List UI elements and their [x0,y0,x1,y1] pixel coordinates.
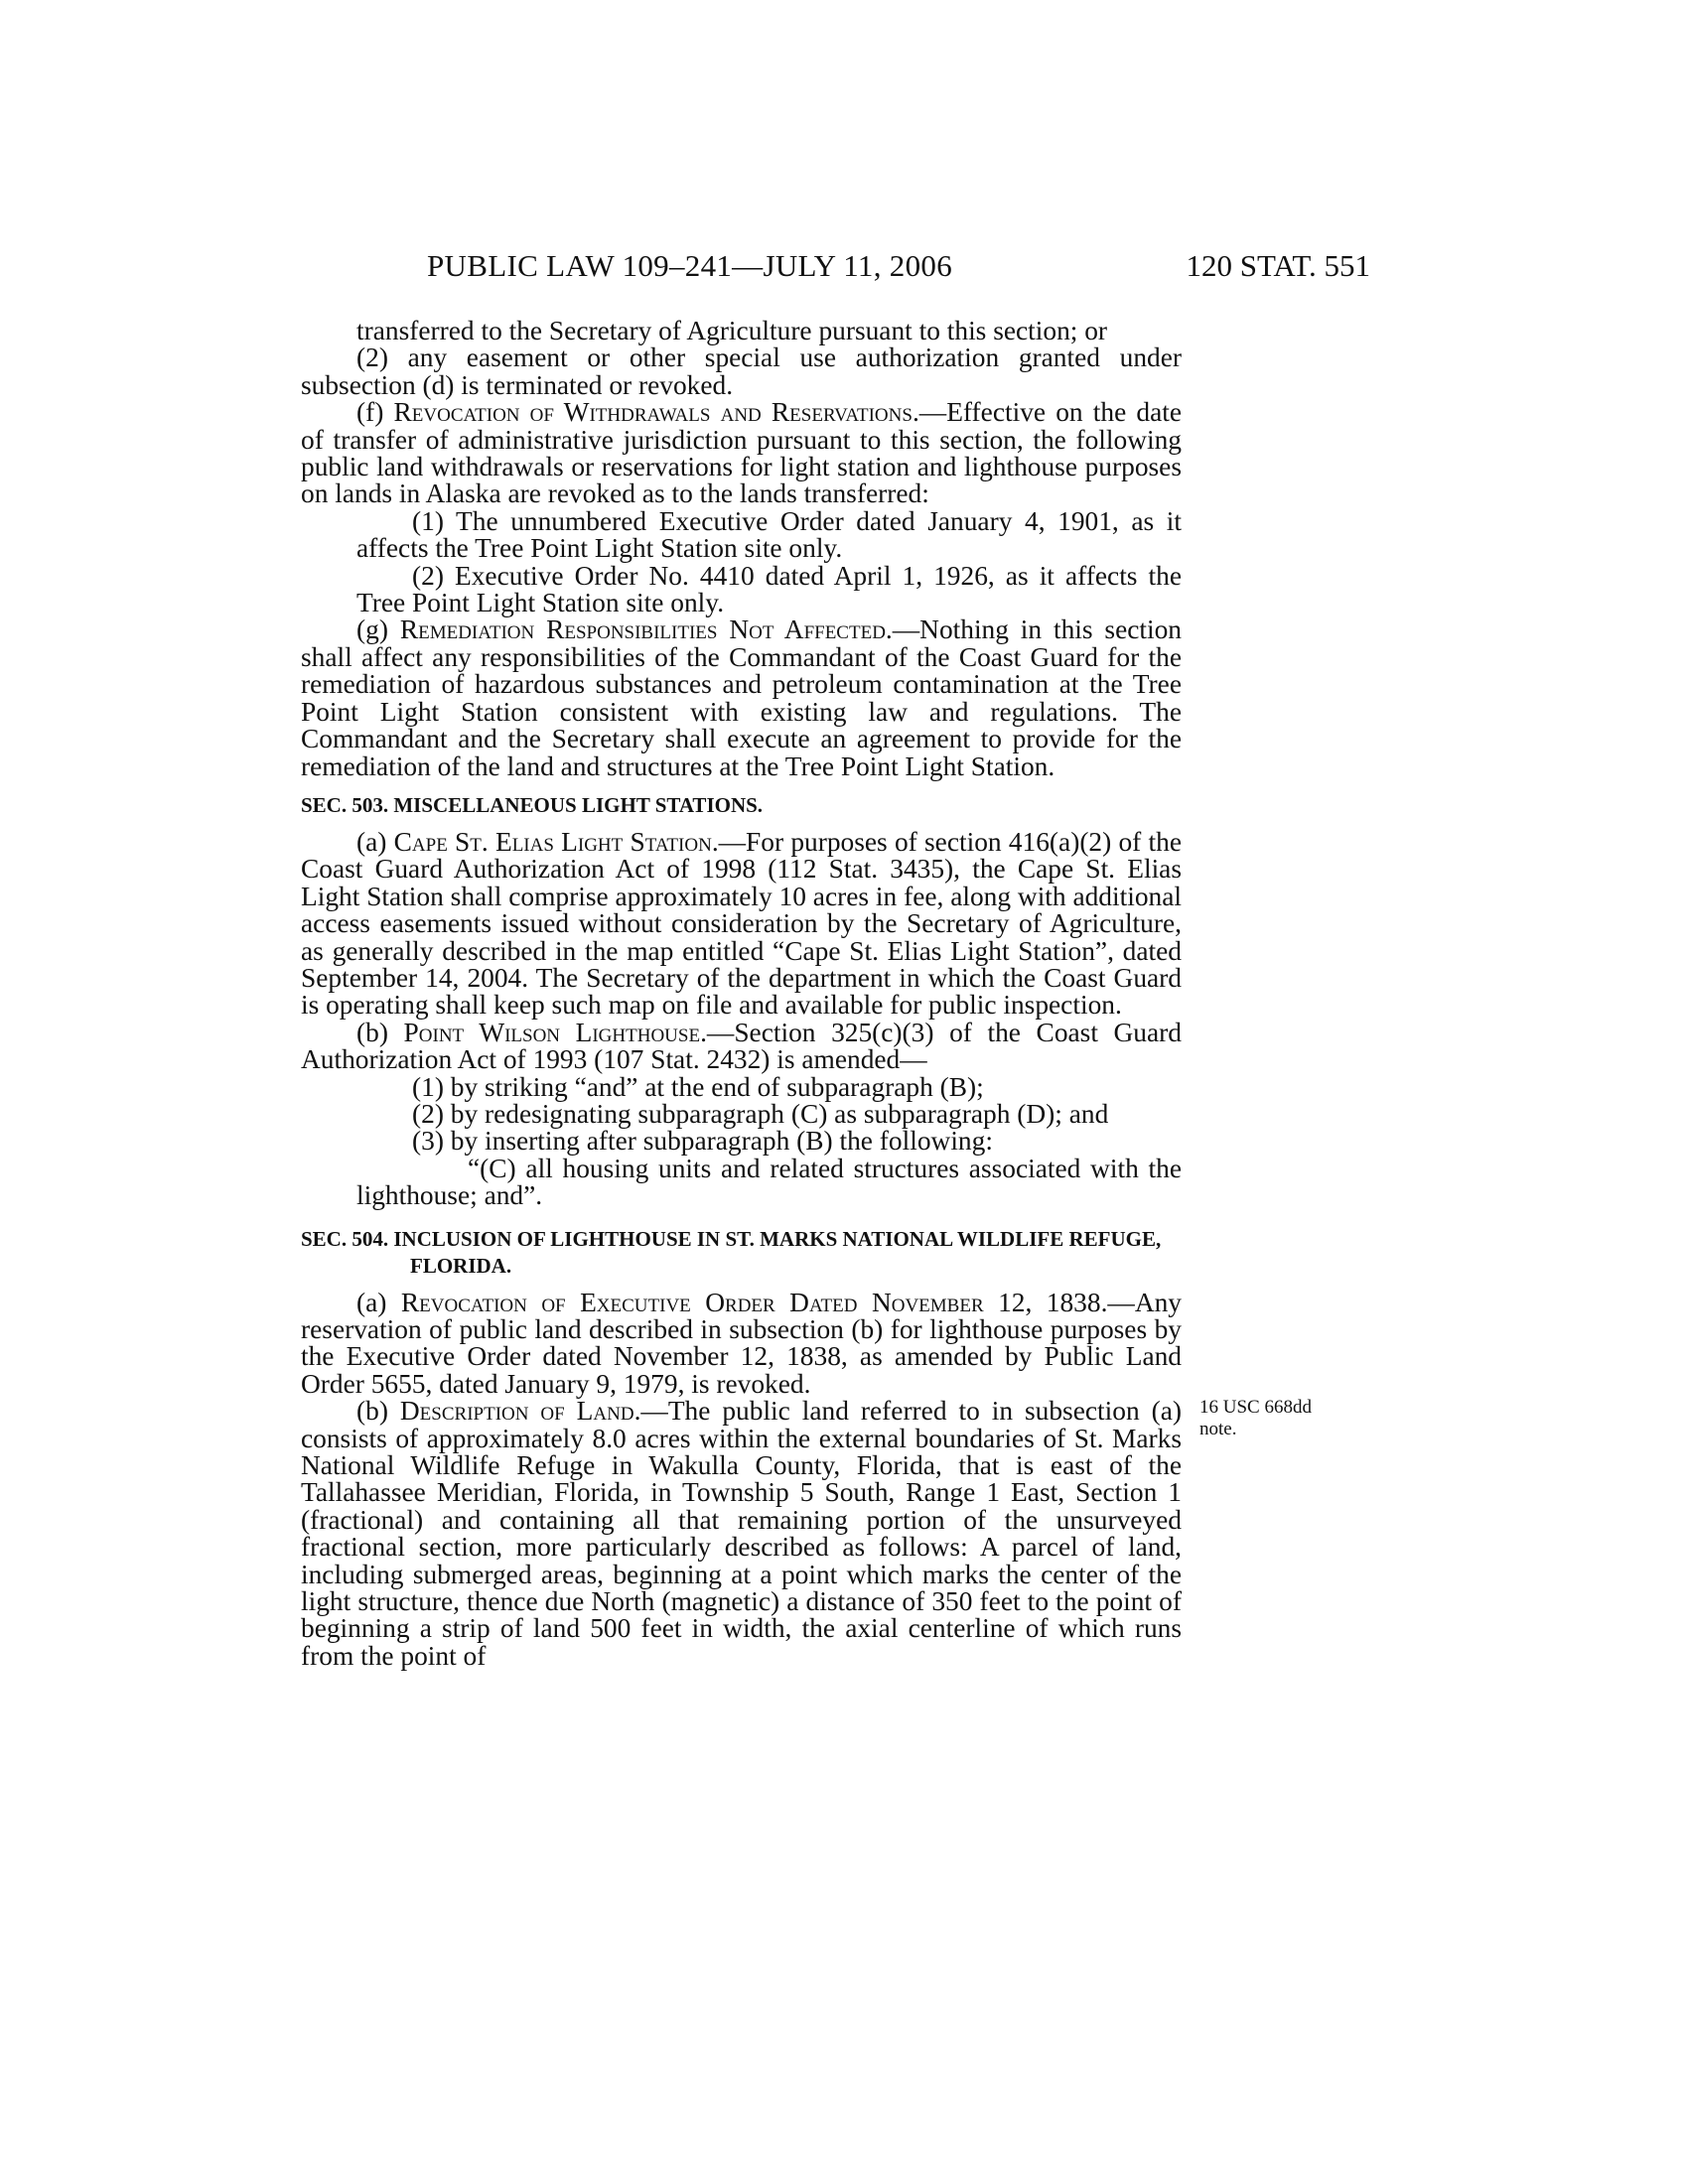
paragraph-text: .—Nothing in this section shall affect any responsibilities of the Commandant of the Coast Guard for the remediation of hazardous substances and petroleum contamination at the Tree Point Light Station consistent with existing law and regulations. The Commandant and the Secretary shall execute an agreement to provide for the remediation of the land and structures at the Tree Point Light Station. [301,614,1182,781]
paragraph-f [301,399,1182,508]
paragraph-b [301,1398,1182,1670]
subsection-heading: Description of Land [399,1396,634,1427]
paragraph-text: (2) any easement or other special use authorization granted under subsection (d) is terminated or revoked. [301,342,1182,400]
body-text [301,318,1182,1670]
paragraph [301,318,1182,344]
paragraph-b [301,1017,1182,1075]
paragraph-lead: (f) [356,397,394,428]
margin-note-citation: 16 USC 668dd [1199,1397,1312,1418]
paragraph-text: .—Effective on the date of transfer of administrative jurisdiction pursuant to this section, the following public land withdrawals or reservations for light station and lighthouse purposes on lands in Alaska are revoked as to the lands transferred: [301,397,1182,509]
paragraph-a [301,826,1183,1021]
section-heading-504: SEC. 504. INCLUSION OF LIGHTHOUSE IN ST. MARKS NATIONAL WILDLIFE REFUGE, FLORIDA. [301,1226,1162,1278]
paragraph-lead: (g) [356,614,400,645]
subsection-heading: Revocation of Withdrawals and Reservations [393,397,913,428]
paragraph-a [301,1287,1182,1399]
paragraph-quoted [301,1153,1182,1211]
margin-note [1199,1397,1358,1440]
paragraph-text: (2) by redesignating subparagraph (C) as subparagraph (D); and [412,1098,1109,1129]
paragraph-text: .—Section 325(c)(3) of the Coast Guard Authorization Act of 1993 (107 Stat. 2432) is amended— [301,1017,1182,1075]
paragraph [301,344,1182,399]
paragraph [301,560,1182,618]
paragraph-text: (1) The unnumbered Executive Order dated January 4, 1901, as it affects the Tree Point Light Station site only. [356,505,1182,564]
paragraph-text: “(C) all housing units and related structures associated with the lighthouse; and”. [356,1153,1182,1211]
paragraph [301,505,1182,564]
margin-note-suffix: note. [1199,1419,1237,1439]
paragraph [301,1128,1182,1155]
paragraph-lead: (b) [356,1396,400,1427]
subsection-heading: Revocation of Executive Order Dated November 12, 1838 [400,1287,1101,1317]
paragraph-g [301,616,1182,779]
paragraph-text: .—Any reservation of public land described in subsection (b) for lighthouse purposes by the Executive Order dated November 12, 1838, as amended by Public Land Order 5655, dated January 9, 1979, is revoked. [301,1287,1182,1399]
paragraph-text: (1) by striking “and” at the end of subparagraph (B); [412,1071,984,1102]
running-head: PUBLIC LAW 109–241—JULY 11, 2006 [427,248,953,283]
subsection-heading: Point Wilson Lighthouse [403,1017,701,1047]
paragraph-text: transferred to the Secretary of Agriculture pursuant to this section; or [356,316,1108,345]
paragraph-lead: (a) [356,826,394,857]
paragraph-text: .—For purposes of section 416(a)(2) of the Coast Guard Authorization Act of 1998 (112 Stat. 3435), the Cape St. Elias Light Station shall comprise approximately 10 acres in fee, along with additional access easements issued without consideration by the Secretary of Agriculture, as generally described in the map entitled “Cape St. Elias Light Station”, dated September 14, 2004. The Secretary of the department in which the Coast Guard is operating shall keep such map on file and available for public inspection. [301,826,1183,1021]
paragraph-text: (2) Executive Order No. 4410 dated April 1, 1926, as it affects the Tree Point Light Station site only. [356,560,1182,618]
paragraph-text: (3) by inserting after subparagraph (B) the following: [412,1126,993,1157]
paragraph-lead: (b) [356,1017,404,1047]
paragraph [301,1071,1182,1102]
section-heading-503: SEC. 503. MISCELLANEOUS LIGHT STATIONS. [301,792,764,817]
page-number: 120 STAT. 551 [1186,248,1370,283]
subsection-heading: Remediation Responsibilities Not Affected [399,614,886,645]
subsection-heading: Cape St. Elias Light Station [393,826,712,857]
paragraph-text: .—The public land referred to in subsection (a) consists of approximately 8.0 acres within the external boundaries of St. Marks National Wildlife Refuge in Wakulla County, Florida, that is east of the Tallahassee Meridian, Florida, in Township 5 South, Range 1 East, Section 1 (fractional) and containing all that remaining portion of the unsurveyed fractional section, more particularly described as follows: A parcel of land, including submerged areas, beginning at a point which marks the center of the light structure, thence due North (magnetic) a distance of 350 feet to the point of beginning a strip of land 500 feet in width, the axial centerline of which runs from the point of [301,1396,1182,1671]
paragraph [301,1098,1182,1129]
paragraph-lead: (a) [356,1287,401,1317]
